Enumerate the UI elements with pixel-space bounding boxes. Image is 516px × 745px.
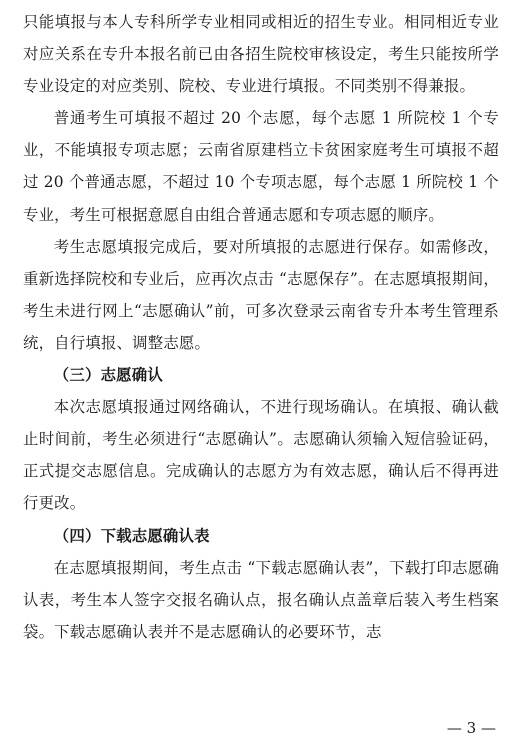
paragraph-download-form: 在志愿填报期间，考生点击 “下载志愿确认表”，下载打印志愿确认表，考生本人签字交报名确认点，报名确认点盖章后装入考生档案袋。下载志愿确认表并不是志愿确认的必要环节，志 xyxy=(23,558,499,641)
paragraph-volunteer-saving: 考生志愿填报完成后，要对所填报的志愿进行保存。如需修改，重新选择院校和专业后，应再次点击 “志愿保存”。在志愿填报期间，考生未进行网上“志愿确认”前，可多次登录云南省专升本考生管理系统，自行填报、调整志愿。 xyxy=(23,237,499,352)
section-heading-download-confirmation-form: （四）下载志愿确认表 xyxy=(53,526,210,545)
paragraph-online-confirmation: 本次志愿填报通过网络确认，不进行现场确认。在填报、确认截止时间前，考生必须进行“志愿确认”。志愿确认须输入短信验证码，正式提交志愿信息。完成确认的志愿方为有效志愿，确认后不得再进行更改。 xyxy=(23,398,499,513)
document-page xyxy=(23,6,499,648)
paragraph-volunteer-quota: 普通考生可填报不超过 20 个志愿，每个志愿 1 所院校 1 个专业，不能填报专项志愿；云南省原建档立卡贫困家庭考生可填报不超过 20 个普通志愿，不超过 10 个专项志愿，每个志愿 1 所院校 1 个专业，考生可根据意愿自由组合普通志愿和专项志愿的顺序。 xyxy=(23,109,499,224)
page-number: — 3 — xyxy=(446,719,496,737)
paragraph-major-matching: 只能填报与本人专科所学专业相同或相近的招生专业。相同相近专业对应关系在专升本报名前已由各招生院校审核设定，考生只能按所学专业设定的对应类别、院校、专业进行填报。不同类别不得兼报。 xyxy=(23,13,499,96)
section-heading-volunteer-confirmation: （三）志愿确认 xyxy=(53,366,163,385)
